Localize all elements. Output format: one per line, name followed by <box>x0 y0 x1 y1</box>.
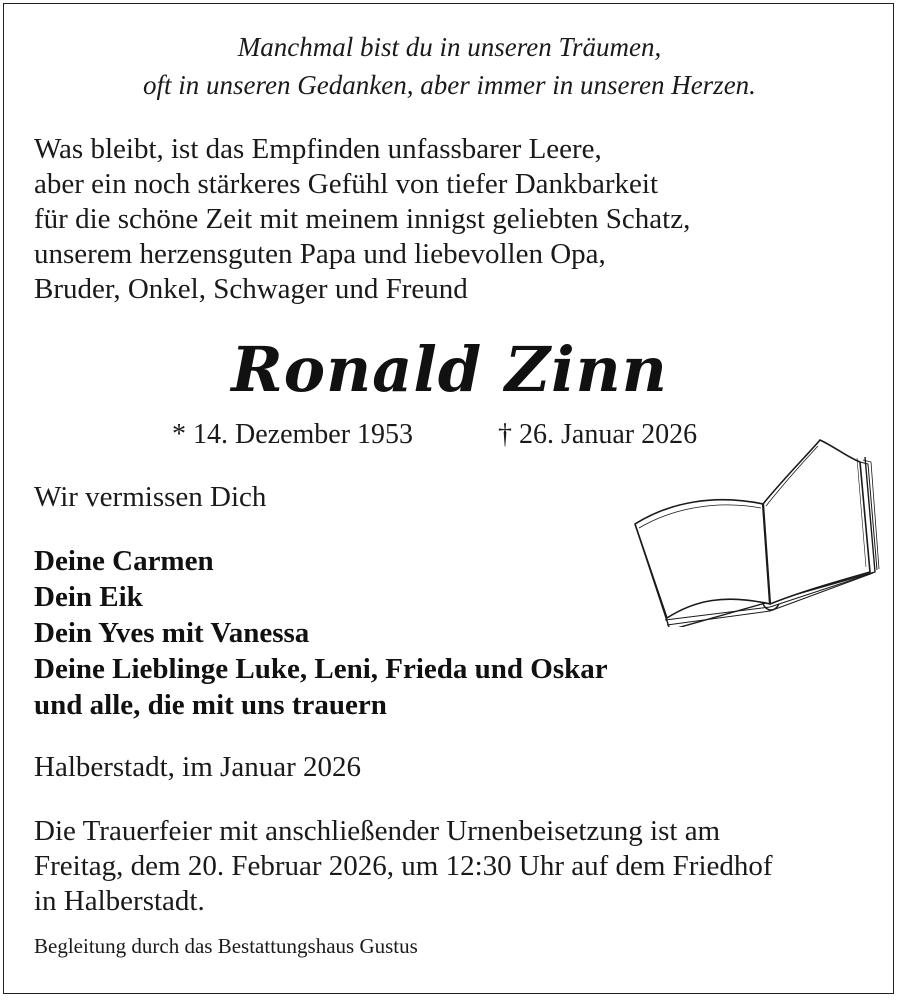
motto-line-2: oft in unseren Gedanken, aber immer in unseren Herzen. <box>143 70 756 100</box>
open-book-icon <box>625 432 880 627</box>
signature-line: Deine Carmen <box>34 545 214 577</box>
motto-line-1: Manchmal bist du in unseren Träumen, <box>237 32 662 62</box>
signature-line: Deine Lieblinge Luke, Leni, Frieda und Oskar <box>34 653 608 685</box>
miss-line: Wir vermissen Dich <box>34 481 267 513</box>
ceremony-text <box>34 814 874 919</box>
intro-line-3: für die schöne Zeit mit meinem innigst geliebten Schatz, <box>34 203 691 235</box>
ceremony-line-2: Freitag, dem 20. Februar 2026, um 12:30 Uhr auf dem Friedhof <box>34 850 773 882</box>
intro-line-4: unserem herzensguten Papa und liebevollen Opa, <box>34 238 606 270</box>
signature-line: Dein Yves mit Vanessa <box>34 617 310 649</box>
ceremony-line-3: in Halberstadt. <box>34 885 205 917</box>
intro-text <box>34 132 874 307</box>
signature-line: Dein Eik <box>34 581 143 613</box>
deceased-name: Ronald Zinn <box>231 333 668 406</box>
signatures <box>34 543 608 723</box>
signature-line: und alle, die mit uns trauern <box>34 689 387 721</box>
ceremony-line-1: Die Trauerfeier mit anschließender Urnenbeisetzung ist am <box>34 815 721 847</box>
death-date: † 26. Januar 2026 <box>498 419 698 450</box>
funeral-home-note: Begleitung durch das Bestattungshaus Gustus <box>34 934 418 958</box>
intro-line-5: Bruder, Onkel, Schwager und Freund <box>34 273 468 305</box>
intro-line-1: Was bleibt, ist das Empfinden unfassbarer Leere, <box>34 133 602 165</box>
birth-date: * 14. Dezember 1953 <box>172 419 414 450</box>
place-date: Halberstadt, im Januar 2026 <box>34 751 361 783</box>
intro-line-2: aber ein noch stärkeres Gefühl von tiefer Dankbarkeit <box>34 168 659 200</box>
